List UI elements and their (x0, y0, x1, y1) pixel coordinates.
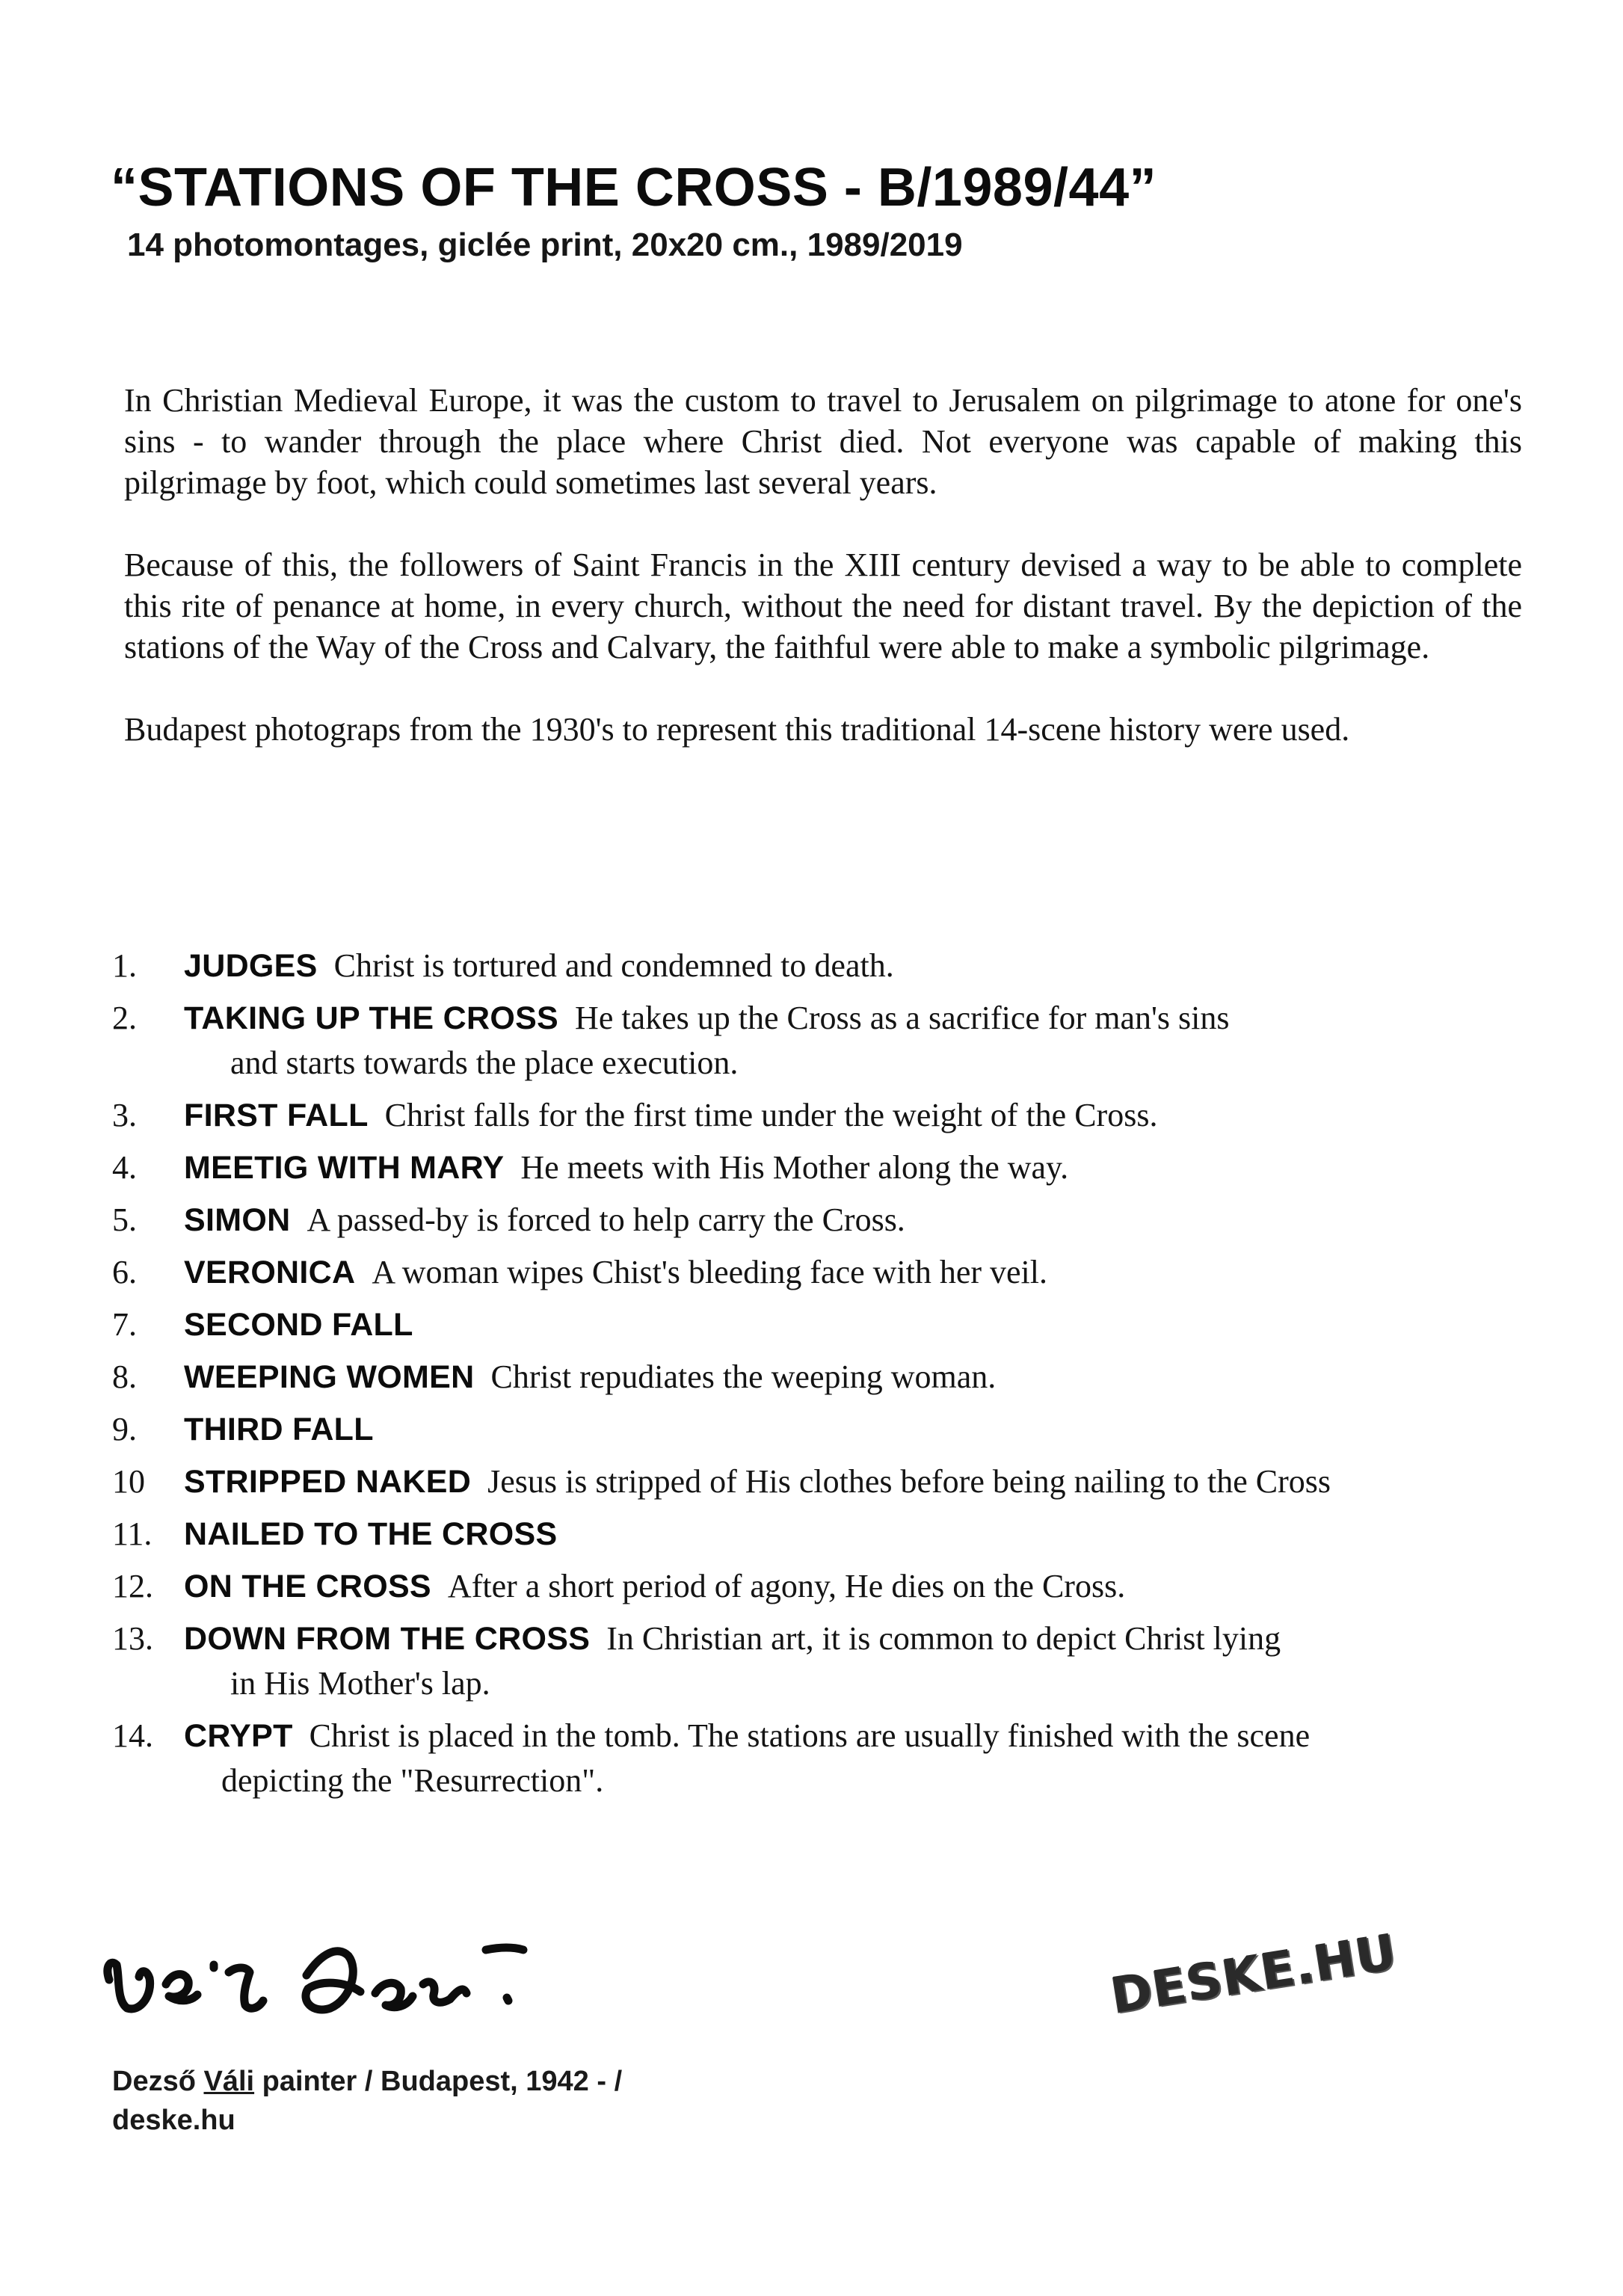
station-number: 3. (112, 1097, 137, 1133)
station-name: THIRD FALL (184, 1412, 374, 1447)
station-number: 5. (112, 1201, 137, 1238)
stations-list (112, 944, 1533, 1811)
station-description-continued: in His Mother's lap. (230, 1665, 490, 1702)
document-subtitle: 14 photomontages, giclée print, 20x20 cm., 1989/2019 (127, 227, 963, 263)
author-description: painter / Budapest, 1942 - / (254, 2066, 623, 2097)
station-item (112, 1407, 1533, 1452)
station-description: Christ is placed in the tomb. The stations are usually finished with the scene (309, 1717, 1311, 1754)
station-item (112, 1459, 1533, 1504)
stamp-text: DESKE.HU (1106, 1922, 1401, 2025)
station-item (112, 1093, 1533, 1138)
station-description: In Christian art, it is common to depict Christ lying (606, 1620, 1281, 1657)
station-number: 2. (112, 1000, 137, 1036)
station-number: 8. (112, 1358, 137, 1395)
station-number: 14. (112, 1717, 153, 1754)
document-title: “STATIONS OF THE CROSS - B/1989/44” (111, 158, 1157, 218)
station-description: After a short period of agony, He dies on the Cross. (447, 1568, 1126, 1604)
station-name: JUDGES (184, 948, 318, 984)
station-item (112, 1714, 1533, 1803)
intro-text (124, 380, 1522, 791)
station-name: FIRST FALL (184, 1098, 369, 1133)
station-number: 10 (112, 1463, 145, 1500)
station-name: SECOND FALL (184, 1307, 413, 1343)
station-description: Jesus is stripped of His clothes before being nailing to the Cross (487, 1463, 1331, 1500)
station-number: 9. (112, 1411, 137, 1447)
station-name: SIMON (184, 1202, 291, 1238)
station-item (112, 1355, 1533, 1400)
station-name: DOWN FROM THE CROSS (184, 1621, 591, 1657)
station-number: 7. (112, 1306, 137, 1343)
author-last-name: Váli (203, 2066, 255, 2097)
station-item (112, 1250, 1533, 1295)
intro-paragraph: In Christian Medieval Europe, it was the custom to travel to Jerusalem on pilgrimage to atone for one's sins - to wander through the place where Christ died. Not everyone was capable of making this pilgrimage by foot, which could sometimes last several years. (124, 382, 1522, 501)
station-number: 12. (112, 1568, 153, 1604)
author-website: deske.hu (112, 2105, 235, 2136)
station-number: 11. (112, 1515, 153, 1552)
deske-stamp (1107, 1921, 1420, 2079)
station-number: 1. (112, 947, 137, 984)
station-item (112, 1616, 1533, 1706)
author-info (112, 2062, 622, 2140)
station-name: TAKING UP THE CROSS (184, 1000, 559, 1036)
station-item (112, 1302, 1533, 1347)
station-number: 13. (112, 1620, 153, 1657)
station-name: MEETIG WITH MARY (184, 1150, 505, 1186)
station-name: NAILED TO THE CROSS (184, 1516, 558, 1552)
station-item (112, 1564, 1533, 1609)
station-name: WEEPING WOMEN (184, 1359, 475, 1395)
station-description: He takes up the Cross as a sacrifice for man's sins (575, 1000, 1230, 1036)
station-description: Christ repudiates the weeping woman. (490, 1358, 997, 1395)
station-item (112, 1145, 1533, 1190)
station-description: Christ is tortured and condemned to death. (333, 947, 894, 984)
intro-paragraph: Budapest photograps from the 1930's to represent this traditional 14-scene history were used. (124, 711, 1350, 748)
station-description: He meets with His Mother along the way. (520, 1149, 1069, 1186)
station-number: 6. (112, 1254, 137, 1290)
station-description: A passed-by is forced to help carry the Cross. (307, 1201, 905, 1238)
station-description-continued: depicting the "Resurrection". (221, 1762, 604, 1799)
station-description: Christ falls for the first time under the weight of the Cross. (384, 1097, 1158, 1133)
station-name: CRYPT (184, 1718, 293, 1754)
station-name: ON THE CROSS (184, 1569, 431, 1604)
station-item (112, 1198, 1533, 1243)
station-description-continued: and starts towards the place execution. (230, 1044, 739, 1081)
station-item (112, 944, 1533, 988)
handwritten-signature (97, 1906, 635, 2041)
intro-paragraph: Because of this, the followers of Saint Francis in the XIII century devised a way to be able to complete this rite of penance at home, in every church, without the need for distant travel. By the depiction of the stations of the Way of the Cross and Calvary, the faithful were able to make a symbolic pilgrimage. (124, 547, 1522, 665)
station-name: STRIPPED NAKED (184, 1464, 472, 1500)
station-description: A woman wipes Chist's bleeding face with her veil. (372, 1254, 1048, 1290)
station-number: 4. (112, 1149, 137, 1186)
station-item (112, 996, 1533, 1086)
station-name: VERONICA (184, 1255, 356, 1290)
station-item (112, 1512, 1533, 1557)
author-first-name: Dezső (112, 2066, 204, 2097)
